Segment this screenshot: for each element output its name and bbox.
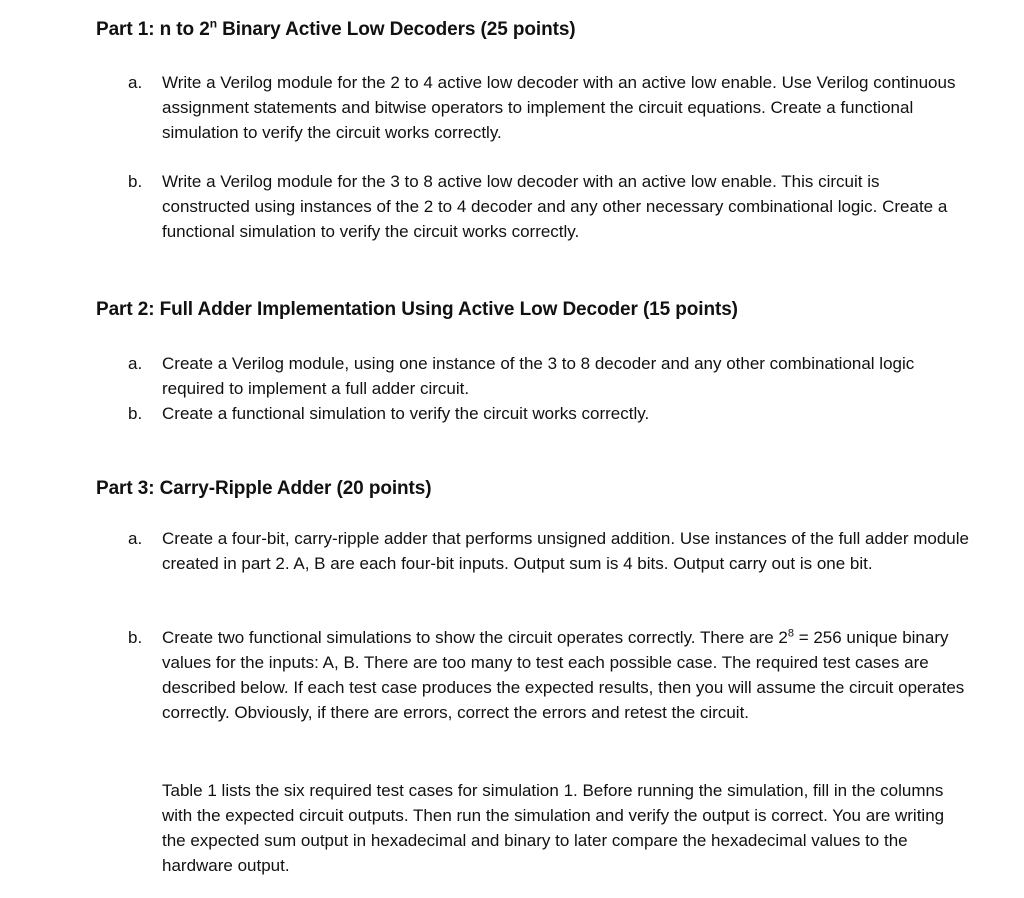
part1-item-b [128, 169, 972, 244]
part1-heading [96, 16, 576, 41]
part3-paragraph: Table 1 lists the six required test cases for simulation 1. Before running the simulation, fill in the columns with the expected circuit outputs. Then run the simulation and verify the output is correct. You are writing the expected sum output in hexadecimal and binary to later compare the hexadecimal values to the hardware output. [162, 781, 945, 875]
part3-item-a [128, 526, 972, 576]
part1-heading-prefix: Part 1: n to 2 [96, 19, 210, 40]
list-marker: a. [128, 529, 143, 548]
part3-heading: Part 3: Carry-Ripple Adder (20 points) [96, 478, 432, 499]
list-item-text-part: = 256 unique binary values for the inputs: A, B. There are too many to test each possible case. The required test cases are described below. If each test case produces the expected results, then you will assume the circuit operates correctly. Obviously, if there are errors, correct the errors and retest the circuit. [162, 628, 965, 722]
list-item-text-part: Create two functional simulations to show the circuit operates correctly. There are 2 [162, 628, 788, 647]
list-marker: a. [128, 354, 143, 373]
list-item-text: Create a functional simulation to verify the circuit works correctly. [162, 404, 650, 423]
list-item-text: Write a Verilog module for the 2 to 4 active low decoder with an active low enable. Use Verilog continuous assignment statements and bitwise operators to implement the circuit equations. Create a functional simulation to verify the circuit works correctly. [162, 73, 956, 142]
list-marker: a. [128, 73, 143, 92]
list-item-text: Create a four-bit, carry-ripple adder that performs unsigned addition. Use instances of the full adder module created in part 2. A, B are each four-bit inputs. Output sum is 4 bits. Output carry out is one bit. [162, 529, 969, 573]
list-marker: b. [128, 404, 143, 423]
list-item-text: Create a Verilog module, using one instance of the 3 to 8 decoder and any other combinational logic required to implement a full adder circuit. [162, 354, 915, 398]
part2-item-a [128, 351, 972, 401]
part2-heading: Part 2: Full Adder Implementation Using Active Low Decoder (15 points) [96, 299, 738, 320]
part1-heading-suffix: Binary Active Low Decoders (25 points) [216, 19, 576, 40]
part2-item-b [128, 401, 972, 426]
list-item-text [162, 625, 972, 725]
part1-heading-superscript: n [209, 16, 217, 31]
part1-item-a [128, 70, 972, 145]
list-item-text: Write a Verilog module for the 3 to 8 active low decoder with an active low enable. This circuit is constructed using instances of the 2 to 4 decoder and any other necessary combinational logic. Create a functional simulation to verify the circuit works correctly. [162, 172, 948, 241]
list-marker: b. [128, 628, 143, 647]
list-marker: b. [128, 172, 143, 191]
part3-item-b [128, 625, 972, 725]
exponent: 8 [787, 627, 794, 640]
